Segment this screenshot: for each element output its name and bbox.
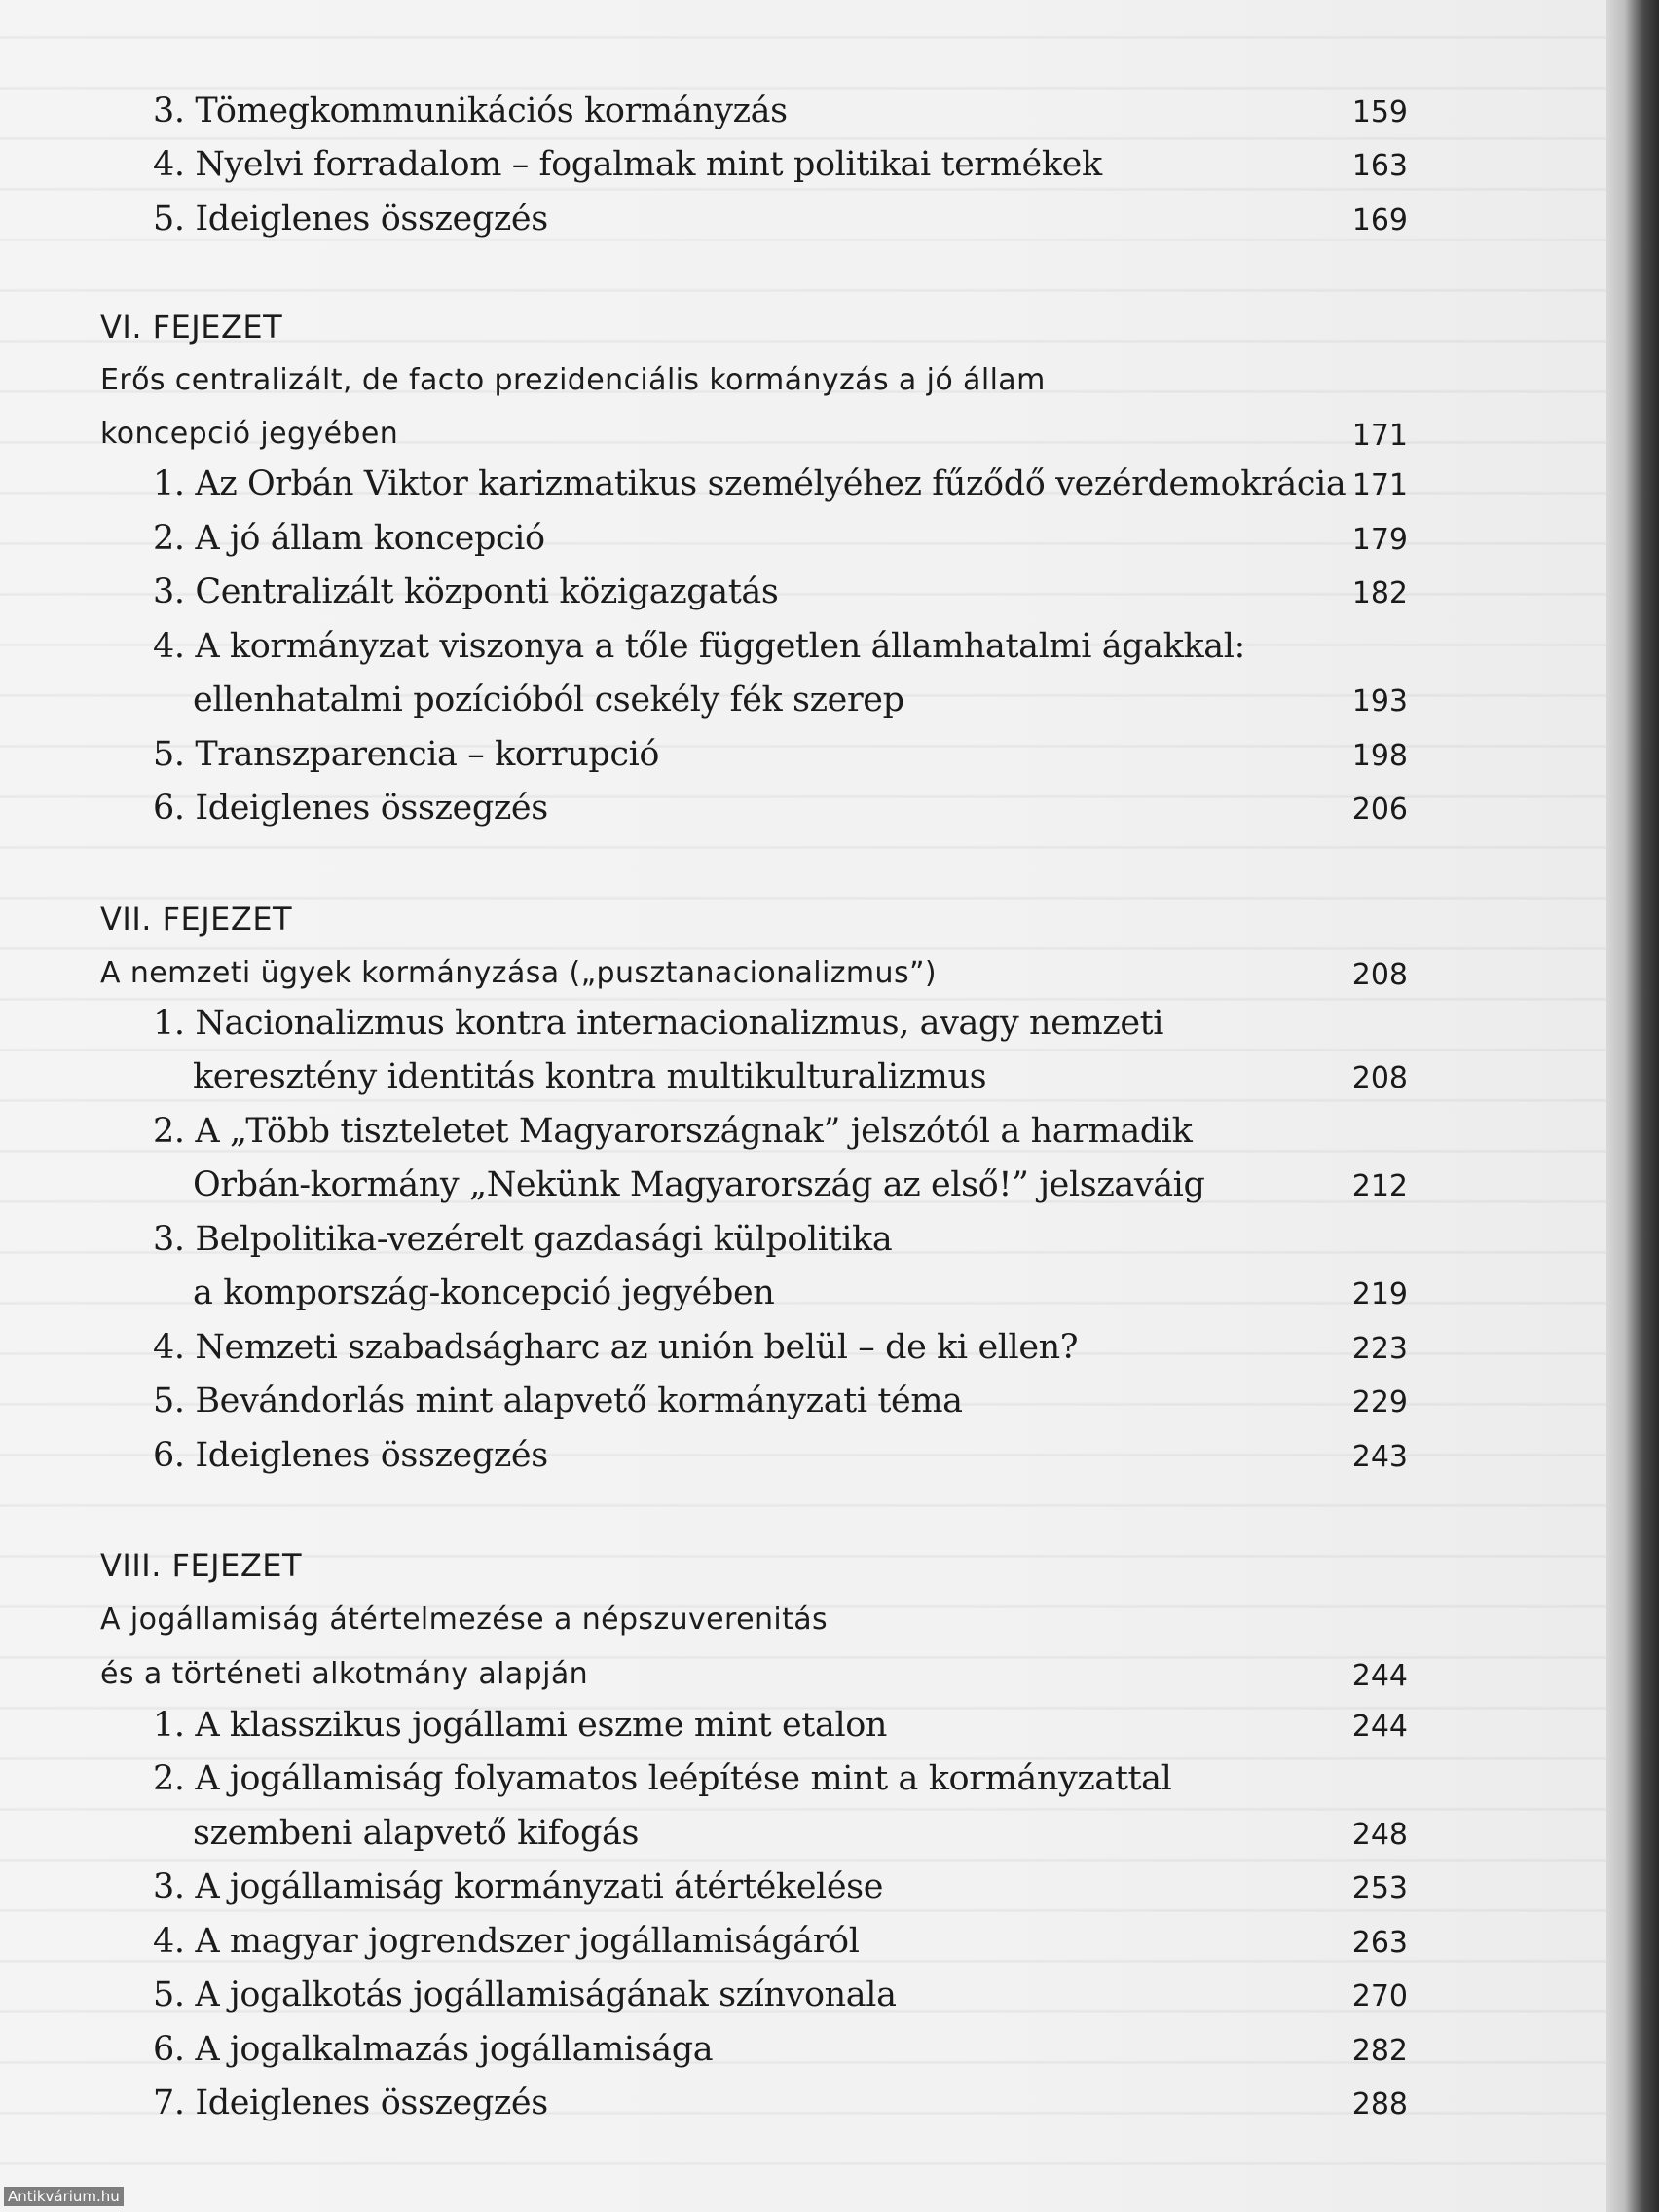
entry-page: 243 — [1351, 1440, 1408, 1474]
entry-page: 288 — [1351, 2087, 1408, 2121]
entry-title: 5. Ideiglenes összegzés — [153, 200, 548, 239]
chapter-number: VIII. FEJEZET — [100, 1547, 303, 1584]
chapter-page: 244 — [1351, 1659, 1408, 1693]
entry-page: 219 — [1351, 1277, 1408, 1311]
entry-page: 198 — [1351, 739, 1408, 773]
entry-page: 270 — [1351, 1979, 1408, 2013]
entry-title-continued: szembeni alapvető kifogás — [193, 1814, 640, 1853]
chapter-title-line: A jogállamiság átértelmezése a népszuverenitás — [100, 1603, 829, 1637]
entry-page: 179 — [1351, 523, 1408, 557]
page-edge-shadow — [1606, 0, 1659, 2212]
entry-title: 4. Nemzeti szabadságharc az unión belül – de ki ellen? — [153, 1328, 1079, 1367]
entry-page: 171 — [1351, 468, 1408, 502]
entry-title: 4. A magyar jogrendszer jogállamiságáról — [153, 1922, 860, 1961]
entry-page: 206 — [1351, 793, 1408, 827]
entry-title-continued: Orbán-kormány „Nekünk Magyarország az első!” jelszaváig — [193, 1165, 1205, 1204]
entry-title: 2. A „Több tiszteletet Magyarországnak” jelszótól a harmadik — [153, 1112, 1193, 1151]
entry-title: 5. A jogalkotás jogállamiságának színvonala — [153, 1975, 897, 2014]
entry-page: 229 — [1351, 1385, 1408, 1419]
entry-page: 193 — [1351, 684, 1408, 719]
entry-page: 253 — [1351, 1871, 1408, 1905]
entry-title: 1. Az Orbán Viktor karizmatikus személyéhez fűződő vezérdemokrácia — [153, 464, 1346, 503]
entry-title: 6. A jogalkalmazás jogállamisága — [153, 2030, 714, 2069]
entry-title: 4. Nyelvi forradalom – fogalmak mint politikai termékek — [153, 145, 1102, 184]
entry-page: 248 — [1351, 1818, 1408, 1852]
entry-title: 2. A jó állam koncepció — [153, 519, 545, 558]
entry-title: 2. A jogállamiság folyamatos leépítése mint a kormányzattal — [153, 1759, 1172, 1798]
watermark-label: Antikvárium.hu — [4, 2187, 124, 2206]
entry-page: 159 — [1351, 95, 1408, 129]
chapter-page: 171 — [1351, 419, 1408, 453]
chapter-title-line: koncepció jegyében — [100, 417, 399, 451]
entry-title: 6. Ideiglenes összegzés — [153, 1436, 548, 1475]
chapter-title-line: Erős centralizált, de facto prezidenciális kormányzás a jó állam — [100, 363, 1046, 397]
entry-title: 3. Belpolitika-vezérelt gazdasági külpolitika — [153, 1220, 893, 1259]
chapter-title-line: és a történeti alkotmány alapján — [100, 1657, 589, 1691]
entry-title-continued: keresztény identitás kontra multikulturalizmus — [193, 1057, 987, 1096]
entry-page: 212 — [1351, 1169, 1408, 1203]
chapter-number: VII. FEJEZET — [100, 901, 293, 938]
entry-title: 3. Tömegkommunikációs kormányzás — [153, 92, 788, 130]
entry-page: 182 — [1351, 576, 1408, 610]
entry-title: 1. Nacionalizmus kontra internacionalizmus, avagy nemzeti — [153, 1004, 1164, 1043]
entry-title: 4. A kormányzat viszonya a tőle független államhatalmi ágakkal: — [153, 627, 1245, 666]
entry-page: 208 — [1351, 1061, 1408, 1095]
chapter-title-line: A nemzeti ügyek kormányzása („pusztanacionalizmus”) — [100, 956, 938, 990]
entry-title: 3. A jogállamiság kormányzati átértékelése — [153, 1867, 884, 1906]
entry-title: 1. A klasszikus jogállami eszme mint etalon — [153, 1706, 888, 1745]
entry-page: 263 — [1351, 1926, 1408, 1960]
entry-page: 223 — [1351, 1332, 1408, 1366]
chapter-number: VI. FEJEZET — [100, 309, 283, 346]
entry-title: 6. Ideiglenes összegzés — [153, 789, 548, 828]
entry-title-continued: a kompország-koncepció jegyében — [193, 1273, 775, 1312]
entry-page: 163 — [1351, 149, 1408, 183]
entry-title: 3. Centralizált központi közigazgatás — [153, 572, 779, 611]
entry-title: 7. Ideiglenes összegzés — [153, 2083, 548, 2122]
entry-title: 5. Bevándorlás mint alapvető kormányzati téma — [153, 1382, 963, 1420]
entry-page: 282 — [1351, 2034, 1408, 2068]
entry-page: 244 — [1351, 1710, 1408, 1744]
chapter-page: 208 — [1351, 958, 1408, 992]
entry-title-continued: ellenhatalmi pozícióból csekély fék szerep — [193, 681, 904, 719]
entry-title: 5. Transzparencia – korrupció — [153, 735, 660, 774]
entry-page: 169 — [1351, 203, 1408, 238]
